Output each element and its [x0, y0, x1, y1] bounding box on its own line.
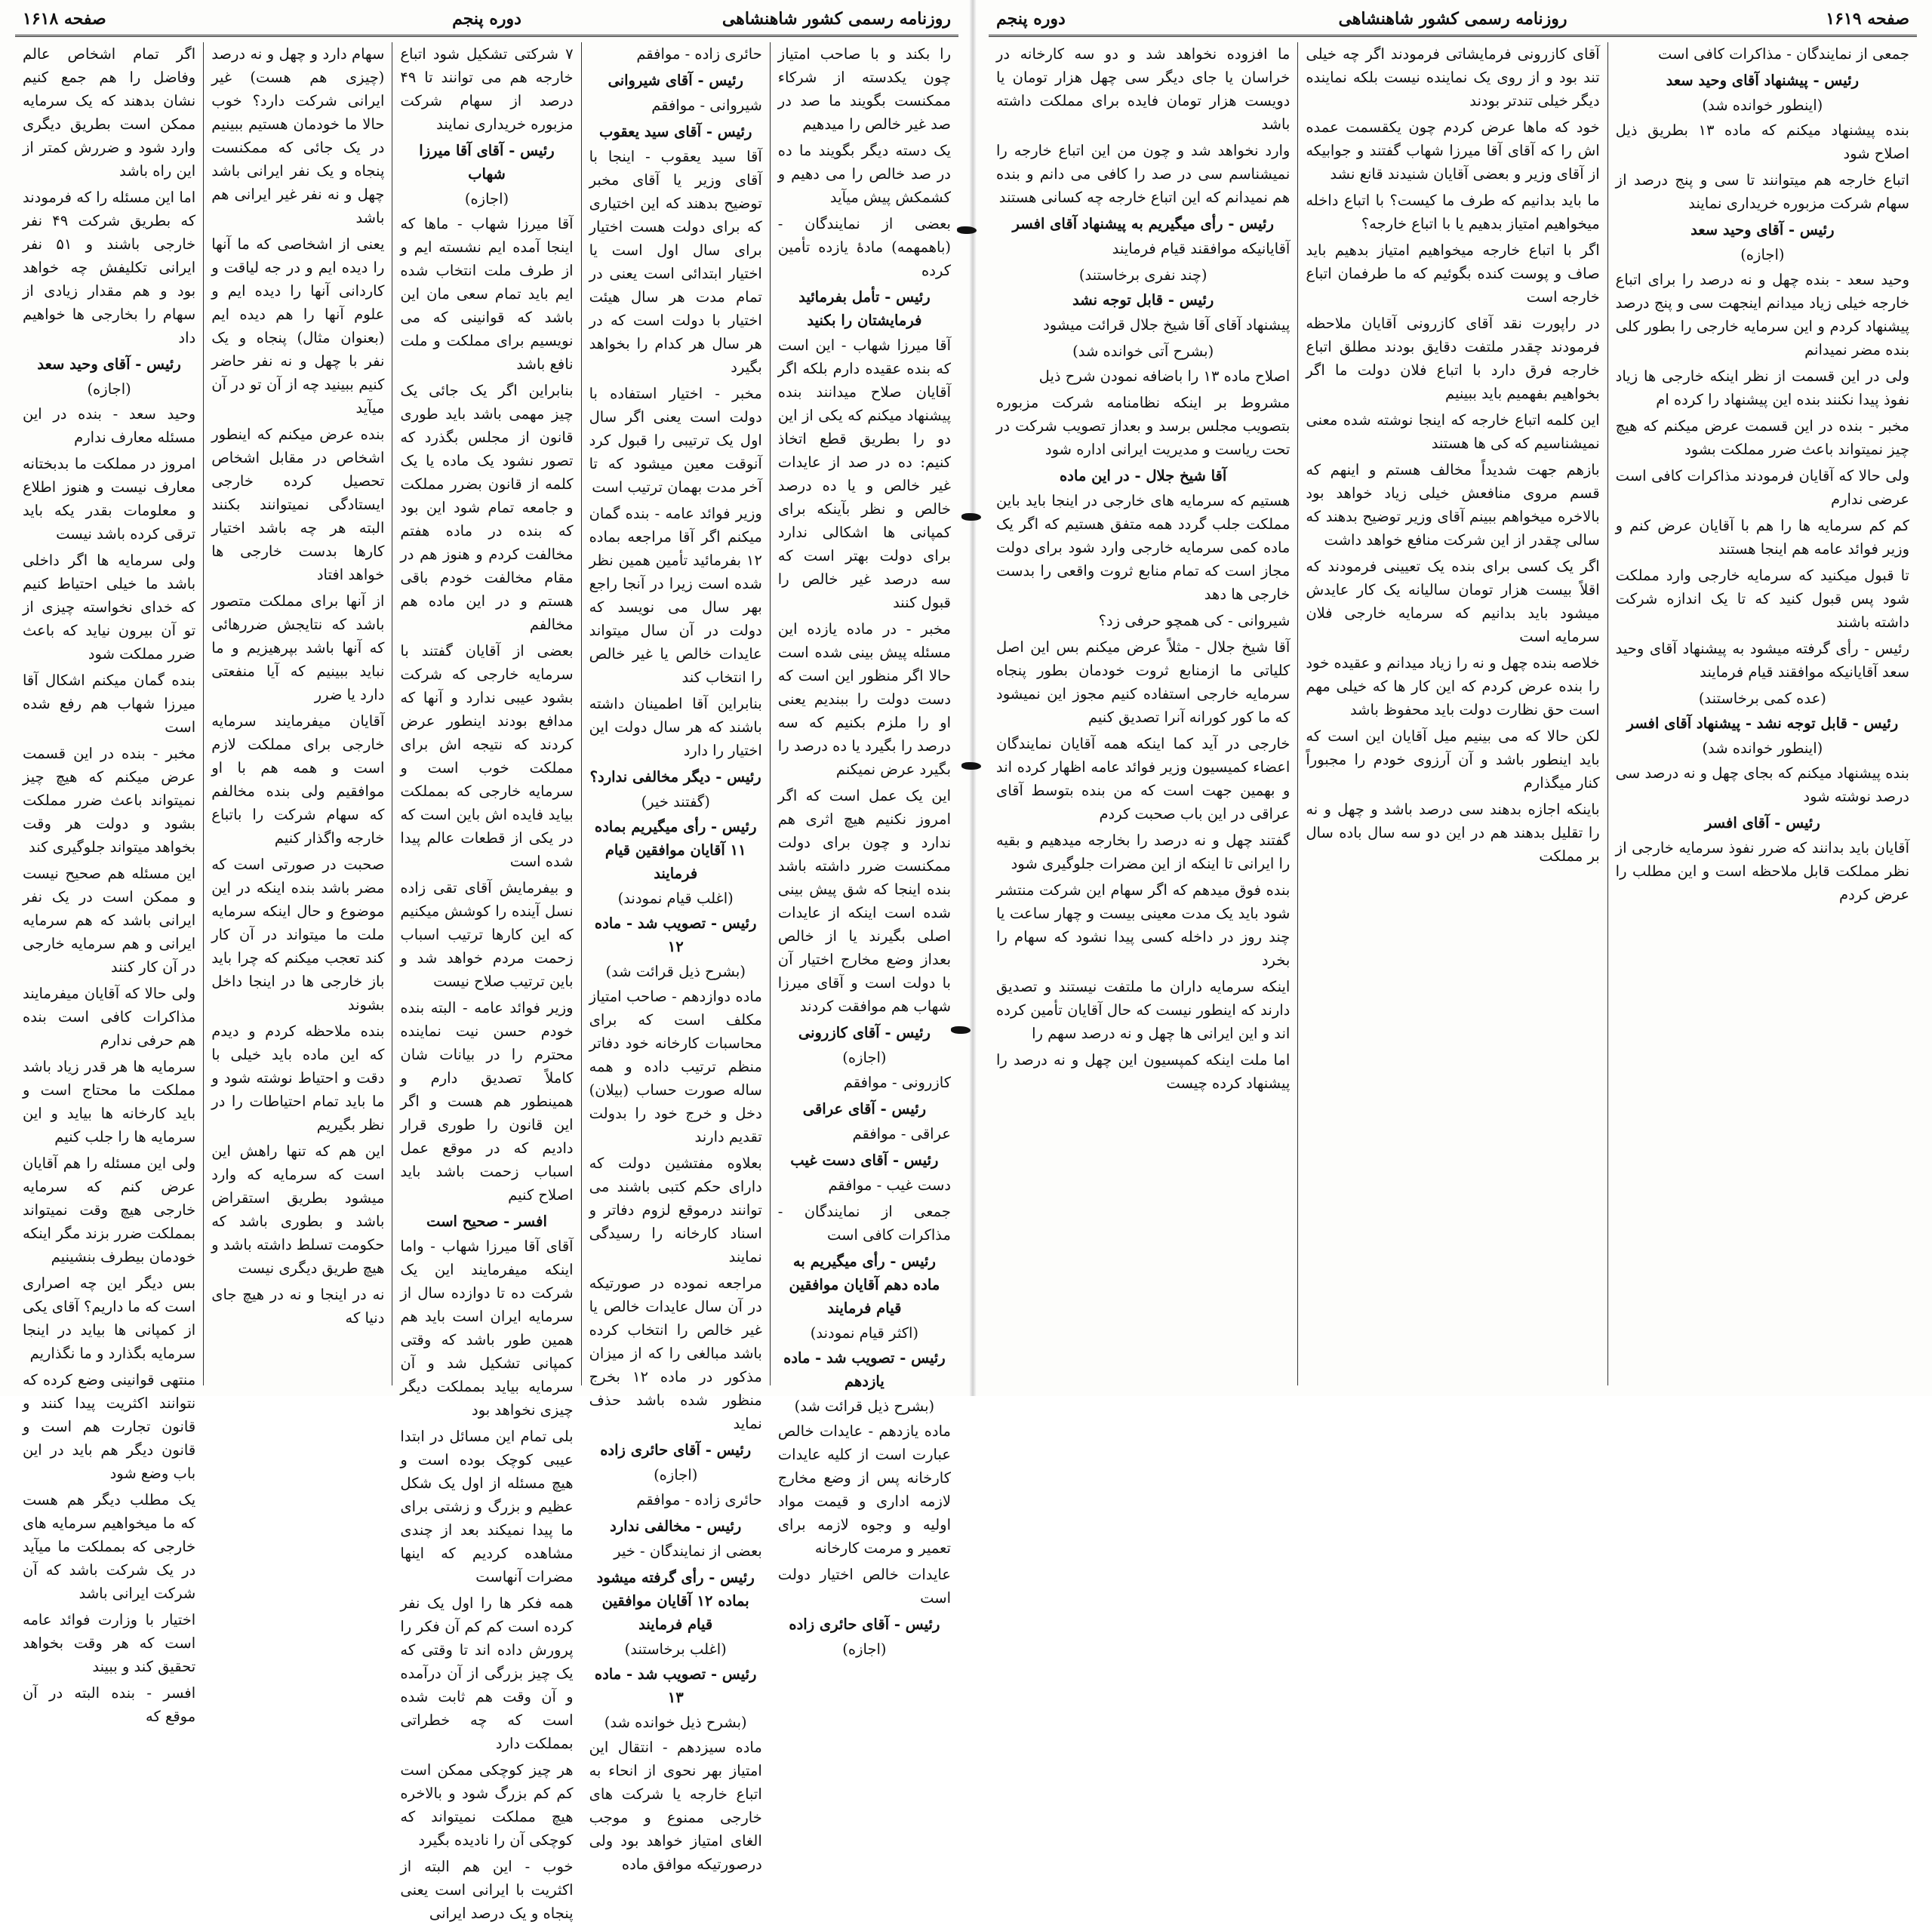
paragraph: اما ملت اینکه کمپسیون این چهل و نه درصد را پیشنهاد کرده چیست [996, 1051, 1291, 1092]
paragraph: کم کم سرمایه ها را هم با آقایان عرض کنم و وزیر فوائد عامه هم اینجا هستند [1615, 517, 1909, 558]
paragraph: منتهی قوانینی وضع کرده که نتوانند اکثریت پیدا کنند و قانون تجارت هم است و قانون دیگر هم باید در این باب وضع شود [22, 1371, 196, 1482]
paragraph: بنده گمان میکنم اشکال آقا میرزا شهاب هم رفع شده است [22, 672, 196, 736]
speaker-line: رئیس - تصویب شد - ماده ۱۲ [594, 915, 757, 955]
paragraph: خوب - این هم البته از اکثریت با ایرانی است یعنی پنجاه و یک درصد ایرانی [400, 1858, 574, 1922]
header-rule [989, 35, 1917, 37]
paragraph: خارجی در آید کما اینکه همه آقایان نمایندگان اعضاء کمیسیون وزیر فوائد عامه اظهار کرده اند و بهمین جهت است که من بنده بتوسط آقای عراقی در این باب صحبت کردم [996, 735, 1291, 823]
speaker-line: رئیس - قابل توجه نشد [1072, 291, 1214, 309]
text-column [15, 42, 203, 1725]
paragraph: مخبر - اختیار استفاده با دولت است یعنی اگر سال اول یک ترتیبی را قبول کرد آنوقت معین میشود که تا آخر مدت بهمان ترتیب است [589, 385, 762, 496]
parenthetical-note: (اجازه) [87, 380, 131, 398]
parenthetical-note: (عده کمی برخاستند) [1698, 690, 1826, 707]
speaker-line: رئیس - رأی میگیریم به پیشنهاد آقای افسر [1012, 215, 1274, 232]
speaker-line: رئیس - آقای دست غیب [790, 1152, 939, 1169]
paragraph: بعلاوه مفتشین دولت که دارای حکم کتبی باشند می توانند درموقع لزوم دفاتر و اسناد کارخانه را رسیدگی نمایند [589, 1155, 762, 1265]
parenthetical-note: (اینطور خوانده شد) [1702, 97, 1823, 114]
header-page-number: صفحه ۱۶۱۸ [23, 9, 106, 29]
paragraph: جمعی از نمایندگان - مذاکرات کافی است [777, 1203, 951, 1244]
text-columns [15, 42, 958, 1922]
speaker-line: رئیس - رأی میگیریم به ماده دهم آقایان موافقین قیام فرمایند [789, 1253, 940, 1317]
paragraph: مشروط بر اینکه نظامنامه شرکت مزبوره بتصویب مجلس برسد و بعداز تصویب شرکت در تحت ریاست و مدیریت ایرانی اداره شود [996, 394, 1291, 458]
parenthetical-note: (اغلب قیام نمودند) [617, 890, 734, 907]
header-page-number: صفحه ۱۶۱۹ [1826, 9, 1909, 29]
paragraph: آقا میرزا شهاب - این است که بنده عقیده دارم بلکه اگر آقایان صلاح میدانند بنده پیشنهاد میکنم که یکی از این دو را بطریق قطع اتخاذ کنیم: ده در صد از عایدات غیر خالص و یا ده درصد خالص و نظر بآینکه برای کمپانی ها اشکالی ندارد برای دولت بهتر است که سه درصد غیر خالص را قبول کنند [777, 337, 951, 611]
paragraph: همه فکر ها را اول یک نفر کرده است کم کم آن فکر را پرورش داده اند تا وقتی که یک چیز بزرگی از آن درآمده و آن وقت هم ثابت شده است که چه خطراتی بمملکت دارد [400, 1594, 574, 1752]
paragraph: امروز در مملکت ما بدبختانه معارف نیست و هنوز اطلاع و معلومات بقدر یکه باید ترقی کرده باشد نیست [22, 455, 196, 543]
paragraph: ماده دوازدهم - صاحب امتیاز مکلف است که برای محاسبات کارخانه خود دفاتر منظم ترتیب داده و همه ساله صورت حساب (بیلان) دخل و خرج خود را بدولت تقدیم دارند [589, 988, 762, 1145]
speaker-line: رئیس - آقای حائری زاده [600, 1441, 752, 1459]
parenthetical-note: (گفتند خیر) [641, 793, 710, 810]
paragraph: بنابراین آقا اطمینان داشته باشند که هر سال دولت این اختیار را دارد [589, 695, 762, 759]
page-header [989, 8, 1917, 33]
paragraph: اگر یک کسی برای بنده یک تعیینی فرمودند که اقلاً بیست هزار تومان سالیانه یک کار عایدش میشود باید بدانیم که سرمایه خارجی فلان سرمایه است [1306, 558, 1600, 645]
speaker-line: رئیس - رأی گرفته میشود بماده ۱۲ آقایان موافقین قیام فرمایند [596, 1569, 755, 1633]
paragraph: اما این مسئله را که فرمودند که بطریق شرکت ۴۹ نفر خارجی باشند و ۵۱ نفر ایرانی تکلیفش چه خواهد بود و هم مقدار زیادی از سهام را بخارجی ها خواهیم داد [22, 189, 196, 346]
paragraph: این کلمه اتباع خارجه که اینجا نوشته شده معنی نمیشناسیم که کی ها هستند [1306, 411, 1600, 452]
speaker-line: رئیس - دیگر مخالفی ندارد؟ [589, 768, 761, 786]
paragraph: بنده فوق میدهم که اگر سهام این شرکت منتشر شود باید یک مدت معینی بیست و چهار ساعت یا چند روز در داخله کسی پیدا نشود که سهام را بخرد [996, 881, 1291, 969]
speaker-line: رئیس - آقای افسر [1704, 814, 1820, 832]
paragraph: بعضی از آقایان گفتند با سرمایه خارجی که شرکت بشود عیبی ندارد و آنها که مدافع بودند اینطور عرض کردند که نتیجه اش برای مملکت خوب است و سرمایه خارجی که بمملکت بیاید فایده اش باین است که در یکی از قطعات عالم پیدا شده است [400, 642, 574, 870]
paragraph: شیروانی - کی همچو حرفی زد؟ [1098, 612, 1291, 629]
paragraph: وزیر فوائد عامه - بنده گمان میکنم اگر آقا مراجعه بماده ۱۲ بفرمائید تأمین همین نظر شده است زیرا در آنجا راجع بهر سال می نویسد که دولت در آن سال میتواند عایدات خالص یا غیر خالص را انتخاب کند [589, 505, 762, 686]
header-rule [15, 35, 958, 37]
paragraph: سهام دارد و چهل و نه درصد (چیزی هم هست) غیر ایرانی شرکت دارد؟ خوب حالا ما خودمان هستیم ببینیم در یک جائی که ممکنست پنجاه و یک نفر ایرانی باشد چهل و نه نفر غیر ایرانی هم باشد [211, 45, 385, 226]
speaker-line: رئیس - آقای سید یعقوب [599, 123, 752, 140]
parenthetical-note: (اجازه) [842, 1641, 887, 1658]
paragraph: تا قبول میکنید که سرمایه خارجی وارد مملکت شود پس قبول کنید که تا یک اندازه شرکت داشته باشند [1615, 567, 1909, 631]
paragraph: ما افزوده نخواهد شد و دو سه کارخانه در خراسان یا جای دیگر سی چهل هزار تومان یا دویست هزار تومان فایده برای مملکت داشته باشد [996, 45, 1291, 133]
paragraph: بنده عرض میکنم که اینطور اشخاص در مقابل اشخاص تحصیل کرده خارجی ایستادگی نمیتوانند بکنند البته هر چه باشد اختیار کارها بدست خارجی ها خواهد افتاد [211, 426, 385, 583]
parenthetical-note: (اکثر قیام نمودند) [810, 1324, 919, 1342]
paragraph: حائری زاده - موافقم [636, 1491, 762, 1508]
speaker-line: رئیس - رأی میگیریم بماده ۱۱ آقایان موافقین قیام فرمایند [594, 818, 757, 882]
paragraph: شیروانی - موافقم [651, 97, 762, 114]
paragraph: عراقی - موافقم [852, 1125, 951, 1142]
text-column [392, 42, 580, 1922]
parenthetical-note: (بشرح ذیل قرائت شد) [605, 963, 746, 980]
paragraph: لکن حالا که می بینیم میل آقایان این است که باید اینطور باشد و آن آرزوی خودم را مجبوراً کنار میگذارم [1306, 727, 1600, 792]
paragraph: بنده پیشنهاد میکنم که ماده ۱۳ بطریق ذیل اصلاح شود [1615, 121, 1909, 162]
paragraph: بعضی از نمایندگان - (باهمهمه) مادهٔ یازده تأمین کرده [777, 215, 951, 279]
paragraph: پیشنهاد آقای آقا شیخ جلال قرائت میشود [1043, 316, 1291, 334]
text-column [203, 42, 392, 1385]
speaker-line: رئیس - پیشنهاد آقای وحید سعد [1666, 72, 1860, 89]
page-header [15, 8, 958, 33]
paragraph: بس دیگر این چه اصراری است که ما داریم؟ آقای یکی از کمپانی ها بیاید در اینجا سرمایه بگذارد و ما نگذاریم [22, 1275, 196, 1362]
paragraph: مخبر - بنده در این قسمت عرض میکنم که هیچ چیز نمیتواند باعث ضرر مملکت بشود و دولت هر وقت بخواهد میتواند جلوگیری کند [22, 745, 196, 856]
paragraph: را بکند و با صاحب امتیاز چون یکدسته از شرکاء ممکنست بگویند ما صد در صد غیر خالص را میدهیم [777, 45, 951, 133]
paragraph: آقایانیکه موافقند قیام فرمایند [1112, 240, 1291, 257]
paragraph: اگر تمام اشخاص عالم وفاضل را هم جمع کنیم نشان بدهند که یک سرمایه ممکن است بطریق دیگری وارد شود و ضررش کمتر از این راه باشد [22, 45, 196, 180]
paragraph: مراجعه نموده در صورتیکه در آن سال عایدات خالص یا غیر خالص را انتخاب کرده باشد مبالغی را که از میزان مذکور در ماده ۱۲ بخرج منظور شده باشد حذف نماید [589, 1275, 762, 1432]
paragraph: ولی در این قسمت از نظر اینکه خارجی ها زیاد نفوذ پیدا نکنند بنده این پیشنهاد را کرده ام [1615, 367, 1909, 408]
speaker-line: رئیس - قابل توجه نشد - پیشنهاد آقای افسر [1626, 715, 1899, 732]
paragraph: وزیر فوائد عامه - البته بنده خودم حسن نیت نماینده محترم را در بیانات شان کاملاً تصدیق دارم و همینطور هم هست و اگر این قانون را طوری قرار دادیم که در موقع عمل اسباب زحمت باشد باید اصلاح کنیم [400, 999, 574, 1204]
speaker-line: رئیس - آقای شیروانی [608, 72, 743, 89]
header-newspaper-title: روزنامه رسمی کشور شاهنشاهی [1338, 9, 1567, 29]
paragraph: کازرونی - موافقم [843, 1074, 951, 1091]
paragraph: مخبر - در ماده یازده این مسئله پیش بینی شده است حالا اگر منظور این است که دست دولت را ببندیم یعنی او را ملزم بکنیم که سه درصد را بگیرد یا ده درصد را بگیرد عرض نمیکنم [777, 620, 951, 778]
paragraph: رئیس - رأی گرفته میشود به پیشنهاد آقای وحید سعد آقایانیکه موافقند قیام فرمایند [1615, 640, 1909, 681]
paragraph: این هم که تنها راهش این است که سرمایه که وارد میشود بطریق استقراض باشد و بطوری باشد که حکومت تسلط داشته باشد و هیچ طریق دیگری نیست [211, 1142, 385, 1277]
speaker-line: رئیس - تصویب شد - ماده ۱۳ [594, 1665, 757, 1706]
paragraph: هستیم که سرمایه های خارجی در اینجا باید باین مملکت جلب گردد همه متفق هستیم که اگر یک ماده کمی سرمایه خارجی وارد شود برای دولت مجاز است که تمام منابع ثروت واقعی را بدست خارجی ها دهد [996, 492, 1291, 603]
paragraph: آقا شیخ جلال - مثلاً عرض میکنم بس این اصل کلیاتی ما ازمنابع ثروت خودمان بطور پنجاه سرمایه خارجی استفاده کنیم مجوز این نمیشود که ما کور کورانه آنرا تصدیق کنیم [996, 638, 1291, 726]
paragraph: اتباع خارجه هم میتوانند تا سی و پنج درصد از سهام شرکت مزبوره خریداری نمایند [1615, 171, 1909, 212]
paragraph: گفتند چهل و نه درصد را بخارجه میدهیم و بقیه را ایرانی تا اینکه از این مضرات جلوگیری شود [996, 832, 1291, 872]
paragraph: یک دسته دیگر بگویند ما ده در صد خالص را می دهیم و کشمکش پیش میآید [777, 142, 951, 206]
paragraph: ولی حالا که آقایان میفرمایند مذاکرات کافی است بنده هم حرفی ندارم [22, 985, 196, 1049]
page-1619 [974, 0, 1932, 1396]
parenthetical-note: (بشرح آتی خوانده شد) [1072, 343, 1214, 360]
paragraph: جمعی از نمایندگان - مذاکرات کافی است [1658, 45, 1909, 63]
paragraph: این یک عمل است که اگر امروز نکنیم هیچ اثری هم ندارد و چون برای دولت ممکنست ضرر داشته باشد بنده اینجا که شق پیش بینی شده است اینکه از عایدات اصلی بگیرند یا از خالص بعداز وضع مخارج اختیار آن با دولت است و آقای میرزا شهاب هم موافقت کردند [777, 787, 951, 1015]
parenthetical-note: (اغلب برخاستند) [624, 1641, 727, 1658]
parenthetical-note: (اجازه) [842, 1049, 887, 1066]
speaker-line: رئیس - آقای حائری زاده [789, 1616, 940, 1633]
parenthetical-note: (بشرح ذیل قرائت شد) [794, 1398, 935, 1415]
speaker-line: رئیس - آقای عراقی [802, 1100, 927, 1118]
paragraph: اگر با اتباع خارجه میخواهیم امتیاز بدهیم باید صاف و پوست کنده بگوئیم که ما طرفمان اتباع خارجه است [1306, 241, 1600, 306]
speaker-line: رئیس - آقای وحید سعد [1690, 221, 1835, 238]
paragraph: آقا سید یعقوب - اینجا با آقای وزیر یا آقای مخبر توضیح بدهند که این اختیاری که برای دولت هست اختیار برای سال اول است یا اختیار ابتدائی است یعنی در تمام مدت هر سال هیئت اختیار با دولت است که در هر سال هر کدام را بخواهد بگیرد [589, 148, 762, 376]
paragraph: آقا میرزا شهاب - ماها که اینجا آمده ایم نشسته ایم و از طرف ملت انتخاب شده ایم باید تمام سعی مان این باشد که قوانینی که می نویسیم برای مملکت و ملت نافع باشد [400, 215, 574, 373]
parenthetical-note: (اجازه) [654, 1466, 698, 1484]
paragraph: اینکه سرمایه داران ما ملتفت نیستند و تصدیق دارند که اینطور نیست که حال آقایان تأمین کرده اند و این ایرانی ها چهل و نه درصد سهم را [996, 978, 1291, 1042]
paragraph: ما باید بدانیم که طرف ما کیست؟ با اتباع داخله میخواهیم امتیاز بدهیم یا با اتباع خارجه؟ [1306, 192, 1600, 232]
paragraph: آقای آقا میرزا شهاب - واما اینکه میفرمایند این یک شرکت ده تا دوازده سال از سرمایه ایران است باید هم همین طور باشد که وقتی کمپانی تشکیل شد و آن سرمایه بیاید بمملکت دیگر چیزی نخواهد بود [400, 1238, 574, 1419]
paragraph: بلی تمام این مسائل در ابتدا عیبی کوچک بوده است و هیچ مسئله از اول یک شکل عظیم و بزرگ و زشتی برای ما پیدا نمیکند بعد از چندی مشاهده کردیم که اینها مضرات آنهاست [400, 1428, 574, 1585]
paragraph: صحبت در صورتی است که مضر باشد بنده اینکه در این موضوع و حال اینکه سرمایه ملت ما میتواند در آن کار کند تعجب میکنم که چرا باید باز خارجی ها در اینجا داخل بشوند [211, 856, 385, 1013]
paragraph: دست غیب - موافقم [828, 1176, 951, 1194]
parenthetical-note: (اجازه) [1740, 246, 1785, 263]
paragraph: بنده پیشنهاد میکنم که بجای چهل و نه درصد سی درصد نوشته شود [1615, 764, 1909, 805]
paragraph: حائری زاده - موافقم [636, 45, 762, 63]
parenthetical-note: (بشرح ذیل خوانده شد) [604, 1714, 747, 1731]
paragraph: از آنها برای مملکت متصور باشد که نتایجش ضررهائی که آنها باشد بپرهیزیم و ما نباید ببینیم که آیا منفعتی دارد یا ضرر [211, 592, 385, 703]
speaker-line: رئیس - آقای وحید سعد [37, 355, 181, 373]
paragraph: وحید سعد - بنده چهل و نه درصد را برای اتباع خارجه خیلی زیاد میدانم اینجهت سی و پنج درصد پیشنهاد کردم و این سرمایه خارجی را بطور کلی بنده مضر نمیدانم [1615, 271, 1909, 358]
text-column [1297, 42, 1607, 1385]
paragraph: یک مطلب دیگر هم هست که ما میخواهیم سرمایه های خارجی که بمملکت ما میآید در یک شرکت باشد که آن شرکت ایرانی باشد [22, 1491, 196, 1602]
paragraph: ماده یازدهم - عایدات خالص عبارت است از کلیه عایدات کارخانه پس از وضع مخارج لازمه اداری و قیمت مواد اولیه و وجوه لازمه برای تعمیر و مرمت کارخانه [777, 1422, 951, 1557]
paragraph: خود که ماها عرض کردم چون یکقسمت عمده اش را که آقای آقا میرزا شهاب گفتند و جوابیکه از آقای وزیر و بعضی آقایان شنیدند قانع نشد [1306, 118, 1600, 183]
text-column [770, 42, 958, 1658]
paragraph: آقای کازرونی فرمایشاتی فرمودند اگر چه خیلی تند بود و از روی یک نماینده نیست بلکه نماینده دیگر خیلی تندتر بودند [1306, 45, 1600, 109]
paragraph: یعنی از اشخاصی که ما آنها را دیده ایم و در جه لیاقت و کاردانی آنها را دیده ایم و علوم آنها را هم دیده ایم (بعنوان مثال) پنجاه و یک نفر با چهل و نه نفر حاضر کنیم ببینید چه از آن تو در آن میآید [211, 235, 385, 417]
paragraph: آقایان باید بدانند که ضرر نفوذ سرمایه خارجی از نظر مملکت قابل ملاحظه است و این مطلب را عرض کردم [1615, 839, 1909, 903]
speaker-line: رئیس - آقای کازرونی [798, 1024, 931, 1041]
paragraph: هر چیز کوچکی ممکن است کم کم بزرگ شود و بالاخره هیچ مملکت نمیتواند که کوچکی آن را نادیده بگیرد [400, 1761, 574, 1849]
paragraph: عایدات خالص اختیار دولت است [777, 1566, 951, 1607]
text-column [1607, 42, 1917, 1385]
text-column [581, 42, 770, 1873]
header-newspaper-title: روزنامه رسمی کشور شاهنشاهی [721, 9, 951, 29]
text-column [989, 42, 1297, 1385]
paragraph: اصلاح ماده ۱۳ را باضافه نمودن شرح ذیل [1038, 367, 1291, 385]
paragraph: وارد نخواهد شد و چون من این اتباع خارجه را نمیشناسم سی در صد را کافی می دانم و بنده هم نمیدانم که این اتباع خارجه چه کسانی هستند [996, 142, 1291, 206]
paragraph: نه در اینجا و نه در هیچ جای دنیا که [211, 1286, 385, 1327]
paragraph: وحید سعد - بنده در این مسئله معارف ندارم [22, 405, 196, 446]
paragraph: ولی این مسئله را هم آقایان عرض کنم که سرمایه خارجی هیچ وقت نمیتواند بمملکت ضرر بزند مگر اینکه خودمان بیطرف بنشینیم [22, 1155, 196, 1265]
paragraph: ولی حالا که آقایان فرمودند مذاکرات کافی است عرضی ندارم [1615, 467, 1909, 508]
paragraph: اختیار با وزارت فوائد عامه است که هر وقت بخواهد تحقیق کند و ببیند [22, 1611, 196, 1675]
parenthetical-note: (اجازه) [464, 190, 509, 208]
speaker-line: آقا شیخ جلال - در این ماده [1060, 467, 1227, 484]
paragraph: ولی سرمایه ها اگر داخلی باشد ما خیلی احتیاط کنیم که خدای نخواسته چیزی از تو آن بیرون نیاید که باعث ضرر مملکت شود [22, 552, 196, 663]
paragraph: در راپورت نقد آقای کازرونی آقایان ملاحظه فرمودند چقدر ملتفت دقایق بودند مطلق اتباع خارجه فرق دارد با اتباع فلان دولت ما اگر بخواهیم بفهمیم باید ببینیم [1306, 315, 1600, 402]
speaker-line: افسر - صحیح است [426, 1213, 547, 1230]
paragraph: بازهم جهت شدیداً مخالف هستم و اینهم که قسم مروی منافعش خیلی زیاد خواهد بود بالاخره میخواهم ببینم آقای وزیر توضیح بدهند که سالی چقدر از این شرکت منافع خواهد داشت [1306, 461, 1600, 549]
speaker-line: رئیس - تصویب شد - ماده یازدهم [783, 1349, 946, 1390]
parenthetical-note: (چند نفری برخاستند) [1078, 266, 1208, 284]
paragraph: ۷ شرکتی تشکیل شود اتباع خارجه هم می توانند تا ۴۹ درصد از سهام شرکت مزبوره خریداری نمایند [400, 45, 574, 133]
paragraph: مخبر - بنده در این قسمت عرض میکنم که هیچ چیز نمیتواند باعث ضرر مملکت بشود [1615, 417, 1909, 458]
speaker-line: رئیس - آقای آقا میرزا شهاب [419, 142, 555, 183]
paragraph: خلاصه بنده چهل و نه را زیاد میدانم و عقیده خود را بنده عرض کردم که این کار ها که خیلی مهم است حق نظارت دولت باید محفوظ باشد [1306, 654, 1600, 718]
parenthetical-note: (اینطور خوانده شد) [1702, 740, 1823, 757]
paragraph: بعضی از نمایندگان - خیر [614, 1542, 762, 1560]
paragraph: افسر - بنده البته در آن موقع که [22, 1684, 196, 1725]
speaker-line: رئیس - تأمل بفرمائید فرمایشتان را بکنید [798, 288, 931, 329]
paragraph: باینکه اجازه بدهند سی درصد باشد و چهل و نه را تقلیل بدهند هم در این دو سه سال باده سال بر مملکت [1306, 801, 1600, 865]
paragraph: و بیفرمایش آقای تقی زاده نسل آینده را کوشش میکنیم که این کارها ترتیب اسباب زحمت مردم خواهد شد و باین ترتیب صلاح نیست [400, 879, 574, 990]
paragraph: این مسئله هم صحیح نیست و ممکن است در یک نفر ایرانی باشد که هم سرمایه ایرانی و هم سرمایه خارجی در آن کار کنند [22, 865, 196, 976]
header-period: دوره پنجم [452, 9, 521, 29]
paragraph: آقایان میفرمایند سرمایه خارجی برای مملکت لازم است و همه هم با او موافقیم ولی بنده مخالفم که سهام شرکت را باتباع خارجه واگذار کنیم [211, 712, 385, 847]
binding-staple-mark [951, 1026, 971, 1034]
paragraph: سرمایه ها هر قدر زیاد باشد مملکت ما محتاج است و باید کارخانه ها بیاید و این سرمایه ها را جلب کنیم [22, 1058, 196, 1145]
paragraph: بنده ملاحظه کردم و دیدم که این ماده باید خیلی با دقت و احتیاط نوشته شود و ما باید تمام احتیاطات را در نظر بگیریم [211, 1022, 385, 1133]
paragraph: ماده سیزدهم - انتقال این امتیاز بهر نحوی از انحاء به اتباع خارجه یا شرکت های خارجی ممنوع و موجب الغای امتیاز خواهد بود ولی درصورتیکه موافق ماده [589, 1739, 762, 1873]
speaker-line: رئیس - مخالفی ندارد [610, 1518, 742, 1535]
header-period: دوره پنجم [996, 9, 1066, 29]
text-columns [989, 42, 1917, 1385]
paragraph: بنابراین اگر یک جائی یک چیز مهمی باشد باید طوری قانون از مجلس بگذرد که تصور نشود یک ماده یا یک کلمه از قانون بضرر مملکت و جامعه تمام شود این بود که بنده در ماده هفتم مخالفت کردم و هنوز هم در مقام مخالفت خودم باقی هستم و در این ماده هم مخالفم [400, 382, 574, 633]
